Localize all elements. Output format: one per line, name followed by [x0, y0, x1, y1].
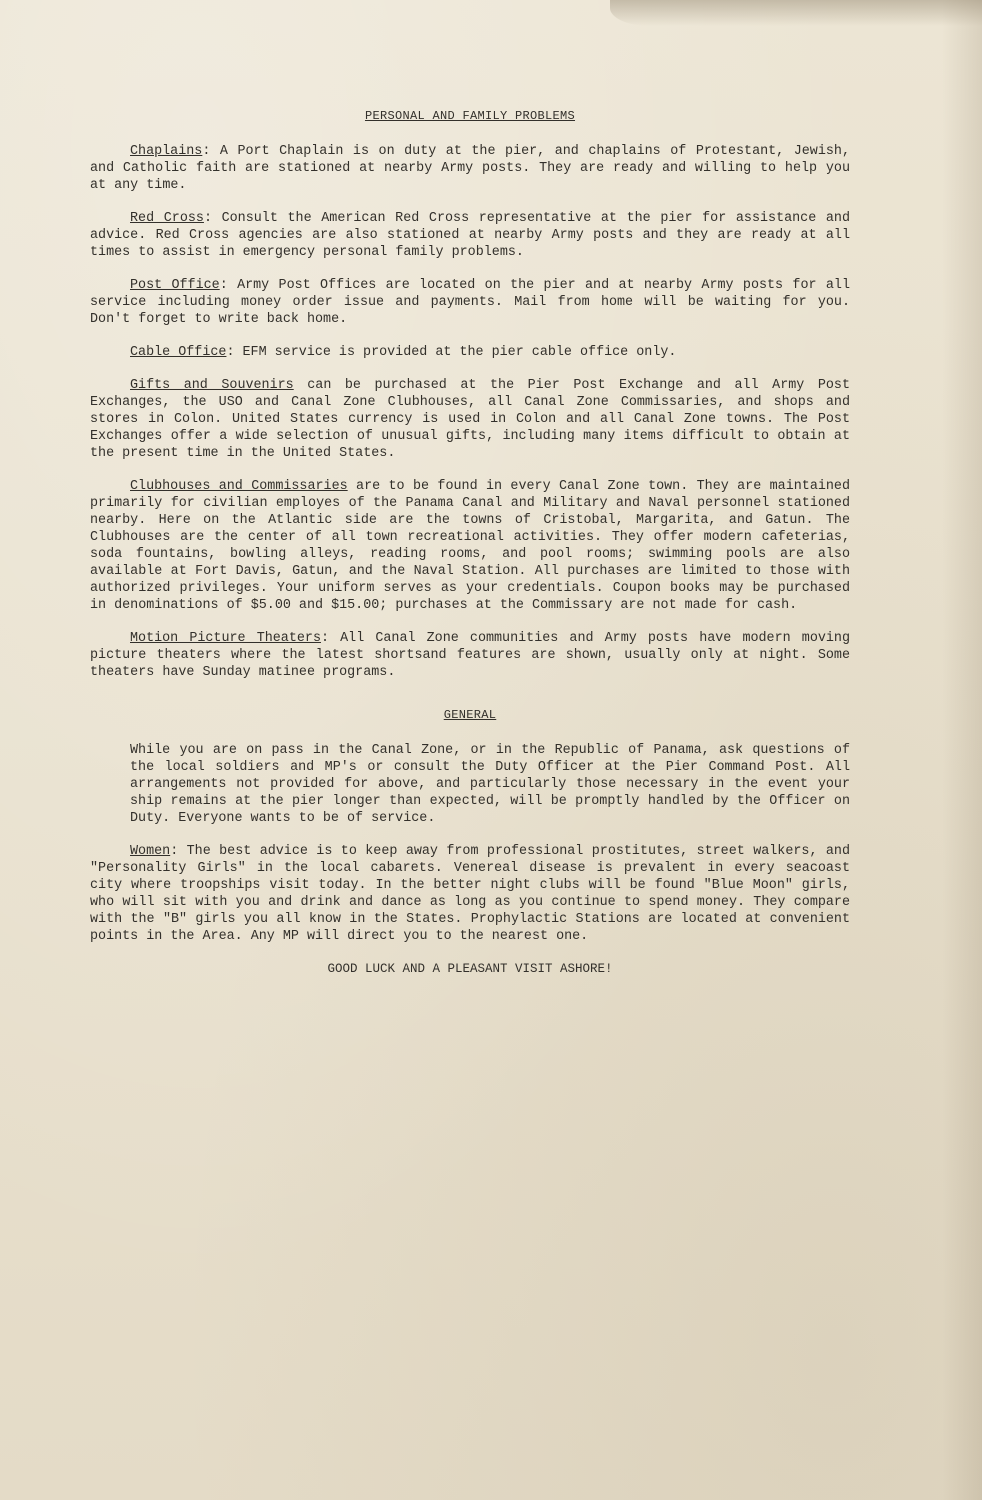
section-gifts-souvenirs	[90, 377, 850, 462]
section-text: are to be found in every Canal Zone town. They are maintained primarily for civilian employes of the Panama Canal and Military and Naval personnel stationed nearby. Here on the Atlantic side are the towns of Cristobal, Margarita, and Gatun. The Clubhouses are the center of all town recreational activities. They offer modern cafeterias, soda fountains, bowling alleys, reading rooms, and pool rooms; swimming pools are also available at Fort Davis, Gatun, and the Naval Station. All purchases are limited to those with authorized privileges. Your uniform serves as your credentials. Coupon books may be purchased in denominations of $5.00 and $15.00; purchases at the Commissary are not made for cash.	[90, 479, 850, 613]
section-chaplains	[90, 143, 850, 194]
section-text: : Army Post Offices are located on the pier and at nearby Army posts for all service including money order issue and payments. Mail from home will be waiting for you. Don't forget to write back home.	[90, 278, 850, 327]
section-lead: Clubhouses and Commissaries	[130, 479, 348, 494]
paper-edge-shadow	[942, 0, 982, 1500]
section-motion-picture-theaters	[90, 630, 850, 681]
section-women	[90, 843, 850, 945]
paper-tear	[610, 0, 982, 26]
section-text: : A Port Chaplain is on duty at the pier, and chaplains of Protestant, Jewish, and Catholic faith are stationed at nearby Army posts. They are ready and willing to help you at any time.	[90, 144, 850, 193]
section-clubhouses-commissaries	[90, 478, 850, 614]
general-paragraph: While you are on pass in the Canal Zone, or in the Republic of Panama, ask questions of the local soldiers and MP's or consult the Duty Officer at the Pier Command Post. All arrangements not provided for above, and particularly those necessary in the event your ship remains at the pier longer than expected, will be promptly handled by the Officer on Duty. Everyone wants to be of service.	[130, 743, 850, 826]
section-text: : The best advice is to keep away from professional prostitutes, street walkers, and "Personality Girls" in the local cabarets. Venereal disease is prevalent in every seacoast city where troopships visit today. In the better night clubs will be found "Blue Moon" girls, who will sit with you and drink and dance as long as you continue to spend money. They compare with the "B" girls you all know in the States. Prophylactic Stations are located at convenient points in the Area. Any MP will direct you to the nearest one.	[90, 844, 850, 944]
section-red-cross	[90, 210, 850, 261]
section-post-office	[90, 277, 850, 328]
closing-line: GOOD LUCK AND A PLEASANT VISIT ASHORE!	[327, 962, 613, 976]
section-lead: Post Office	[130, 278, 220, 293]
spacer	[90, 697, 850, 707]
section-text: : EFM service is provided at the pier cable office only.	[226, 345, 677, 360]
section-lead: Red Cross	[130, 211, 204, 226]
page-title: PERSONAL AND FAMILY PROBLEMS	[364, 109, 576, 123]
section-lead: Women	[130, 844, 171, 859]
section-lead: Cable Office	[130, 345, 227, 360]
section-text: : Consult the American Red Cross representative at the pier for assistance and advice. Red Cross agencies are also stationed at nearby Army posts and they are ready at all times to assist in emergency personal family problems.	[90, 211, 850, 260]
section-text: can be purchased at the Pier Post Exchange and all Army Post Exchanges, the USO and Canal Zone Clubhouses, all Canal Zone Commissaries, and shops and stores in Colon. United States currency is used in Colon and all Canal Zone towns. The Post Exchanges offer a wide selection of unusual gifts, including many items difficult to obtain at the present time in the United States.	[90, 378, 850, 461]
section-lead: Motion Picture Theaters	[130, 631, 321, 646]
section-cable-office	[90, 344, 850, 361]
section-lead: Gifts and Souvenirs	[130, 378, 294, 393]
general-heading: GENERAL	[443, 708, 497, 722]
document-body	[90, 108, 850, 978]
section-lead: Chaplains	[130, 144, 203, 159]
section-text: : All Canal Zone communities and Army posts have modern moving picture theaters where the latest shortsand features are shown, usually only at night. Some theaters have Sunday matinee programs.	[90, 631, 850, 680]
